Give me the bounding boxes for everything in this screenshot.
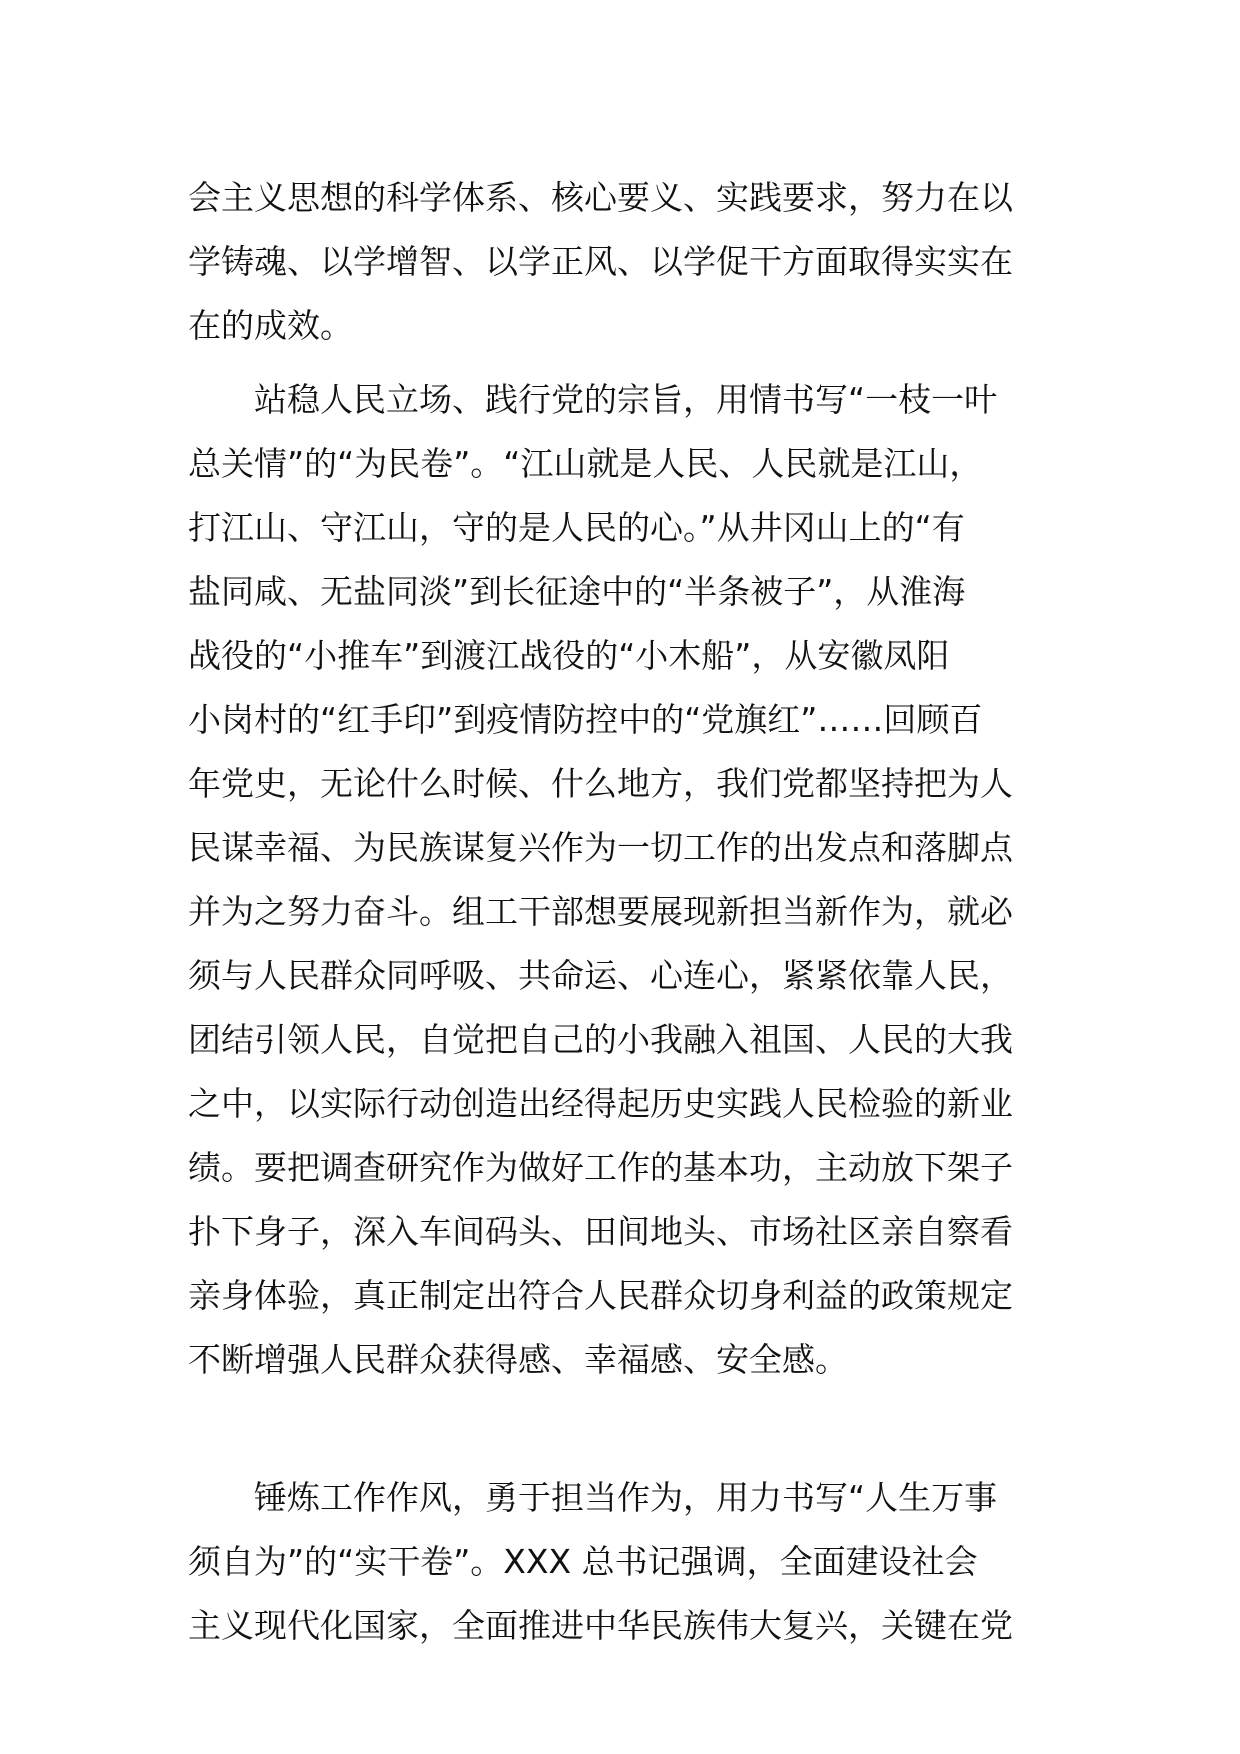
- paragraph-spacing: [188, 358, 1068, 368]
- paragraph-1: [188, 166, 1068, 358]
- text-line: 亲身体验，真正制定出符合人民群众切身利益的政策规定: [188, 1276, 1013, 1315]
- text-line: 不断增强人民群众获得感、幸福感、安全感。: [188, 1340, 848, 1379]
- text-line: 年党史，无论什么时候、什么地方，我们党都坚持把为人: [188, 764, 1013, 803]
- text-line: 会主义思想的科学体系、核心要义、实践要求，努力在以: [188, 178, 1013, 217]
- paragraph-2: [188, 368, 1068, 1456]
- paragraph-3: [188, 1466, 1068, 1658]
- text-line: 学铸魂、以学增智、以学正风、以学促干方面取得实实在: [188, 242, 1013, 281]
- text-line: 须与人民群众同呼吸、共命运、心连心，紧紧依靠人民，: [188, 956, 1013, 995]
- text-line: 并为之努力奋斗。组工干部想要展现新担当新作为，就必: [188, 892, 1013, 931]
- text-line: 战役的“小推车”到渡江战役的“小木船”，从安徽凤阳: [188, 636, 950, 675]
- text-line: 团结引领人民，自觉把自己的小我融入祖国、人民的大我: [188, 1020, 1013, 1059]
- text-line: 民谋幸福、为民族谋复兴作为一切工作的出发点和落脚点: [188, 828, 1013, 867]
- text-line: 之中，以实际行动创造出经得起历史实践人民检验的新业: [188, 1084, 1013, 1123]
- text-line: 主义现代化国家，全面推进中华民族伟大复兴，关键在党: [188, 1606, 1013, 1645]
- document-body: [188, 166, 1068, 1658]
- text-line: [188, 1392, 1068, 1456]
- text-line: 打江山、守江山，守的是人民的心。”从井冈山上的“有: [188, 508, 965, 547]
- text-line: 站稳人民立场、践行党的宗旨，用情书写“一枝一叶: [188, 380, 998, 419]
- text-line: 绩。要把调查研究作为做好工作的基本功，主动放下架子: [188, 1148, 1013, 1187]
- text-line: 在的成效。: [188, 306, 353, 345]
- text-line: 总关情”的“为民卷”。“江山就是人民、人民就是江山，: [188, 444, 983, 483]
- text-line: 盐同咸、无盐同淡”到长征途中的“半条被子”，从淮海: [188, 572, 966, 611]
- paragraph-spacing: [188, 1456, 1068, 1466]
- text-line: 锤炼工作作风，勇于担当作为，用力书写“人生万事: [188, 1478, 998, 1517]
- text-line: 须自为”的“实干卷”。XXX 总书记强调，全面建设社会: [188, 1542, 978, 1581]
- text-line: 扑下身子，深入车间码头、田间地头、市场社区亲自察看: [188, 1212, 1013, 1251]
- text-line: 小岗村的“红手印”到疫情防控中的“党旗红”……回顾百: [188, 700, 983, 739]
